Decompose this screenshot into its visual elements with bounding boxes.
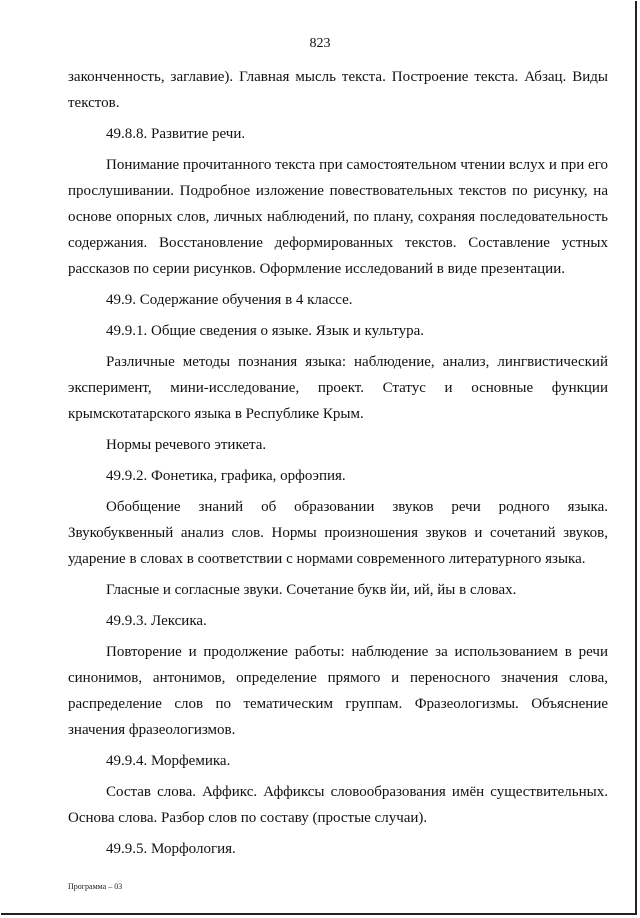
page-number: 823 — [309, 36, 331, 51]
paragraph-speech-etiquette: Нормы речевого этикета. — [106, 437, 267, 453]
paragraph-continuation: законченность, заглавие). Главная мысль текста. Построение текста. Абзац. Виды текстов. — [68, 69, 608, 111]
section-heading-49-9-2: 49.9.2. Фонетика, графика, орфоэпия. — [106, 468, 346, 484]
paragraph-lexicon: Повторение и продолжение работы: наблюдение за использованием в речи синонимов, антонимов, определение прямого и переносного значения слова, распределение слов по тематическим группам. Фразеологизмы. Объяснение значения фразеологизмов. — [68, 644, 608, 738]
section-heading-49-9-1: 49.9.1. Общие сведения о языке. Язык и культура. — [106, 323, 425, 339]
paragraph-phonetics: Обобщение знаний об образовании звуков речи родного языка. Звукобуквенный анализ слов. Нормы произношения звуков и сочетаний звуков, ударение в словах в соответствии с нормами современного литературного языка. — [68, 499, 608, 567]
section-heading-49-8-8: 49.8.8. Развитие речи. — [106, 126, 246, 142]
section-heading-49-9-4: 49.9.4. Морфемика. — [106, 753, 231, 769]
paragraph-vowels-consonants: Гласные и согласные звуки. Сочетание букв йи, ий, йы в словах. — [106, 582, 517, 598]
document-body — [68, 64, 608, 862]
footer-program-label: Программа – 03 — [68, 882, 123, 891]
section-heading-49-9: 49.9. Содержание обучения в 4 классе. — [106, 292, 353, 308]
paragraph-language-methods: Различные методы познания языка: наблюдение, анализ, лингвистический эксперимент, мини-исследование, проект. Статус и основные функции крымскотатарского языка в Республике Крым. — [68, 354, 608, 422]
paragraph-morphemics: Состав слова. Аффикс. Аффиксы словообразования имён существительных. Основа слова. Разбор слов по составу (простые случаи). — [68, 784, 608, 826]
section-heading-49-9-5: 49.9.5. Морфология. — [106, 841, 236, 857]
section-heading-49-9-3: 49.9.3. Лексика. — [106, 613, 207, 629]
paragraph-speech-development: Понимание прочитанного текста при самостоятельном чтении вслух и при его прослушивании. Подробное изложение повествовательных текстов по рисунку, на основе опорных слов, личных наблюдений, по плану, сохраняя последовательность содержания. Восстановление деформированных текстов. Составление устных рассказов по серии рисунков. Оформление исследований в виде презентации. — [68, 157, 608, 277]
